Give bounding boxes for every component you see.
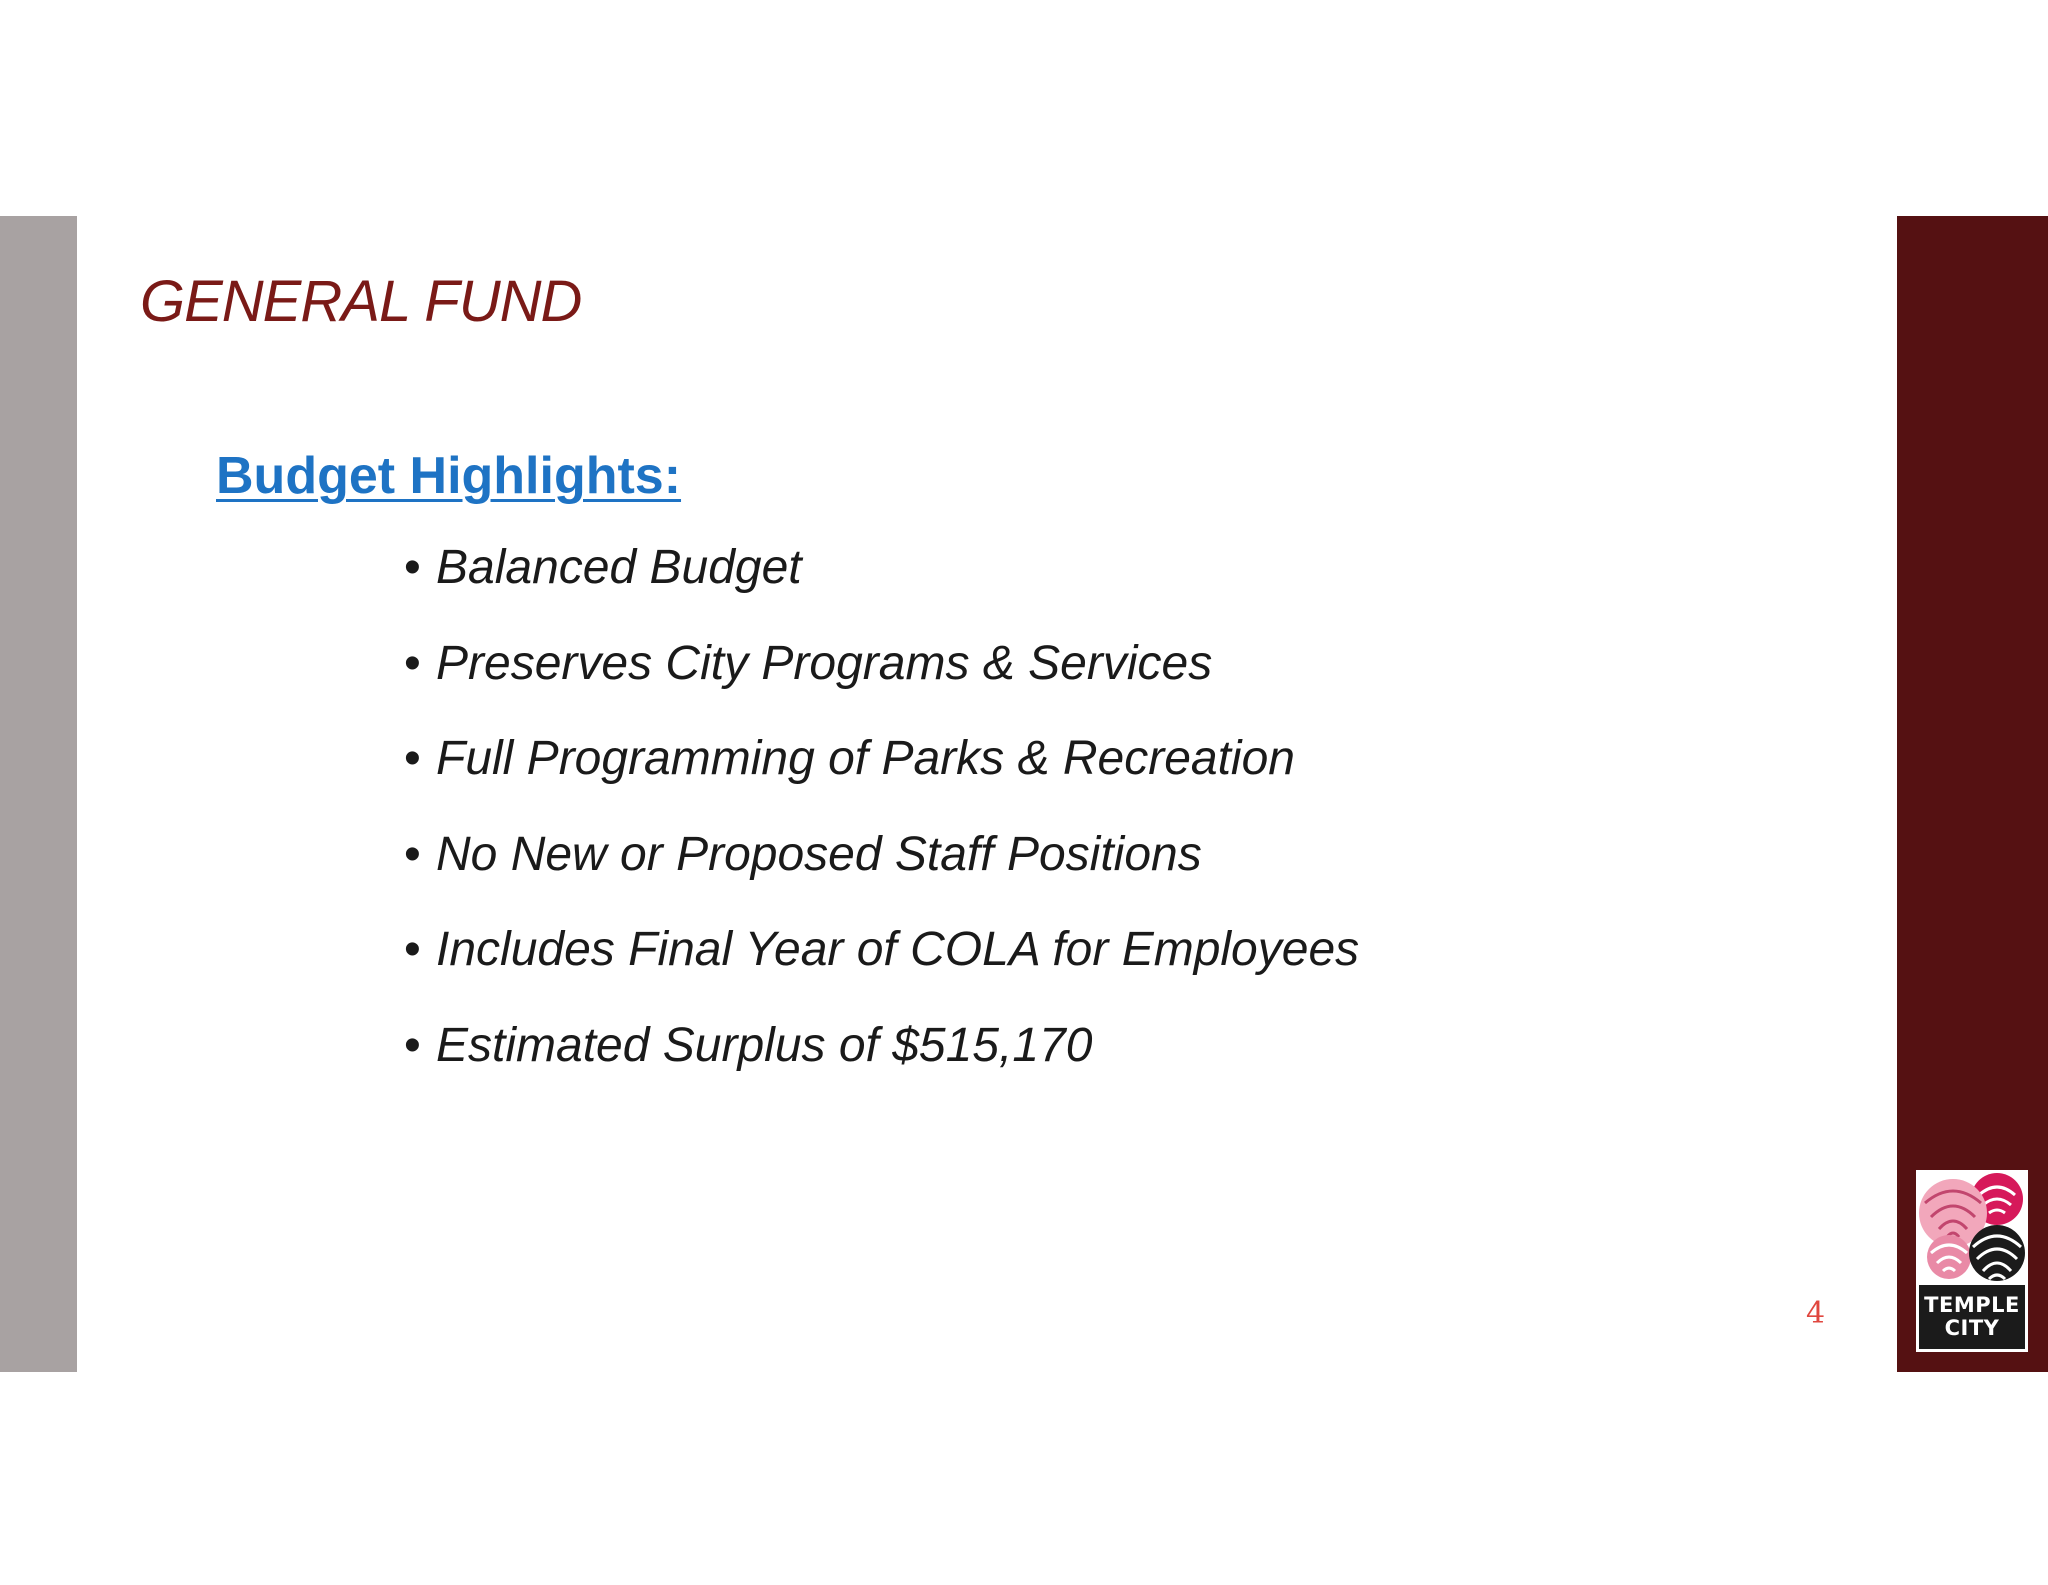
bullet-text: Balanced Budget: [436, 541, 802, 594]
bullet-item: [404, 634, 1359, 730]
bullet-text: No New or Proposed Staff Positions: [436, 827, 1202, 881]
slide-subtitle: Budget Highlights:: [216, 447, 682, 505]
logo-text-line1: TEMPLE: [1924, 1293, 2020, 1317]
bullet-text: Full Programming of Parks & Recreation: [436, 732, 1295, 785]
bullet-mark: •: [404, 732, 421, 785]
bullet-text: Includes Final Year of COLA for Employees: [436, 923, 1360, 976]
page-number: 4: [1806, 1296, 1826, 1331]
logo-text-line2: CITY: [1944, 1316, 2000, 1340]
bullet-mark: •: [404, 636, 421, 690]
bullet-mark: •: [404, 1018, 421, 1072]
temple-city-logo: [1916, 1170, 2028, 1352]
bullet-text: Preserves City Programs & Services: [436, 636, 1213, 690]
bullet-item: [404, 825, 1359, 921]
bullet-item: [404, 920, 1359, 1016]
slide: [0, 216, 2048, 1372]
bullet-item: [404, 1016, 1359, 1112]
bullet-mark: •: [404, 827, 421, 881]
left-accent-bar: [0, 216, 77, 1372]
bullet-text: Estimated Surplus of $515,170: [436, 1018, 1093, 1072]
bullet-mark: •: [404, 923, 421, 976]
bullet-mark: •: [404, 541, 421, 594]
bullet-item: [404, 538, 1359, 634]
camellia-flowers-icon: [1919, 1173, 2025, 1285]
bullet-list: [404, 538, 1359, 1111]
bullet-item: [404, 729, 1359, 825]
logo-wordmark: [1919, 1285, 2025, 1349]
slide-title: GENERAL FUND: [140, 269, 582, 334]
